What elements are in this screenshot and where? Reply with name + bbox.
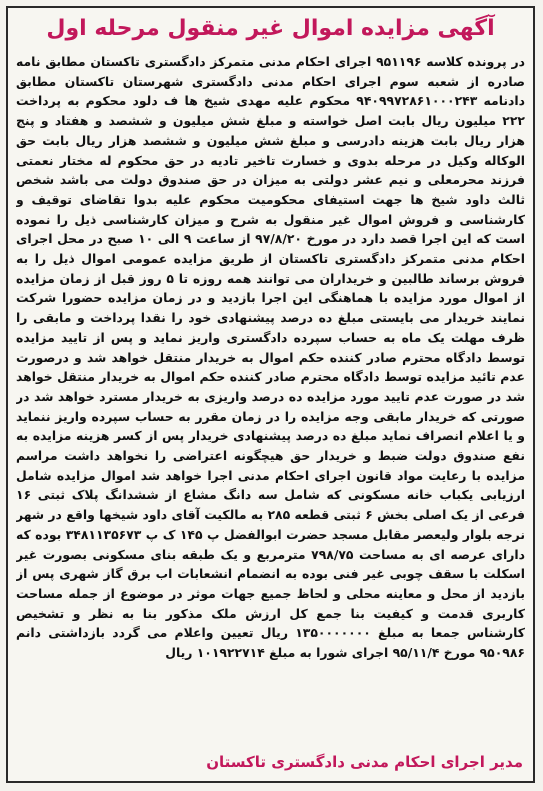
notice-signature: مدیر اجرای احکام مدنی دادگستری تاکستان xyxy=(206,753,523,771)
notice-body: در پرونده کلاسه ۹۵۱۱۹۶ اجرای احکام مدنی متمرکز دادگستری تاکستان مطابق نامه صادره از شعبه سوم اجرای احکام مدنی دادگستری شهرستان تاکستان مطابق دادنامه ۹۴۰۹۹۷۲۸۶۱۰۰۰۲۴۳ محکوم علیه مهدی شیخ ها ف دلود محکوم به پرداخت ۲۲۲ میلیون ریال بابت اصل خواسته و مبلغ شش میلیون و ششصد و هفتاد و پنج هزار ریال بابت هزینه دادرسی و مبلغ شش میلیون و ششصد هزار ریال بابت حق الوکاله وکیل در مرحله بدوی و خسارت تاخیر تادیه در حق محکوم له مختار نعمتی فرزند محرمعلی و نیم عشر دولتی به میزان در حق صندوق دولت می باشد شخص ثالث داود شیخ ها جهت استیفای محکومیت محکوم علیه بدوا تقاضای توقیف و کارشناسی و فروش اموال غیر منقول به شرح و میزان کارشناسی ذیل را نموده است که این اجرا قصد دارد در مورخ ۹۷/۸/۲۰ از ساعت ۹ الی ۱۰ صبح در محل اجرای احکام مدنی متمرکز دادگستری تاکستان از طریق مزایده عمومی اموال ذیل را به فروش برساند طالبین و خریداران می توانند همه روزه تا ۵ روز قبل از زمان مزایده از اموال مورد مزایده با هماهنگی این اجرا بازدید و در زمان مزایده حضورا شرکت نمایند خریدار می بایستی مبلغ ده درصد پیشنهادی خود را نقدا پرداخت و مابقی را ظرف مهلت یک ماه به حساب سپرده دادگستری واریز نماید و پس از تایید مزایده توسط دادگاه محترم صادر کننده حکم اموال به خریدار منتقل خواهد شد و درصورت عدم تائید مزایده توسط دادگاه محترم صادر کننده حکم اموال به خریدار منتقل خواهد شد در صورت عدم تایید مورد مزایده ده درصد واریزی به خریدار مسترد خواهد شد در صورتی که خریدار مابقی وجه مزایده را در زمان مقرر به حساب سپرده واریز ننماید و یا اعلام انصراف نماید مبلغ ده درصد پیشنهادی خریدار پس از کسر هزینه مزایده به نفع صندوق دولت ضبط و خریدار حق هیچگونه اعتراضی را نخواهد داشت مراسم مزایده با رعایت مواد قانون اجرای احکام مدنی اجرا خواهد شد اموال مزایده شامل ارزیابی یکباب خانه مسکونی که شامل سه دانگ مشاع از ششدانگ پلاک ثبتی ۱۶ فرعی از یک اصلی بخش ۶ ثبتی قطعه ۲۸۵ به مالکیت آقای داود شیخها واقع در شهر نرجه بلوار ولیعصر مقابل مسجد حضرت ابوالفضل پ ۱۴۵ ک پ ۳۴۸۱۱۳۵۶۷۳ بوده که دارای عرصه ای به مساحت ۷۹۸/۷۵ مترمربع و یک طبقه بنای مسکونی بصورت غیر اسکلت با سقف چوبی غیر فنی بوده به انضمام انشعابات اب برق گاز شهری پس از بازدید از محل و معاینه محلی و لحاظ جمیع جهات موثر در موضوع از جمله مساحت کاربری قدمت و کیفیت بنا جمع کل ارزش ملک مذکور بنا به نظر و تشخیص کارشناس جمعا به مبلغ ۱۳۵۰۰۰۰۰۰۰ ریال تعیین واعلام می گردد بازداشتی دانم ۹۵۰۹۸۶ مورخ ۹۵/۱۱/۴ اجرای شورا به مبلغ ۱۰۱۹۲۲۷۱۴ ریال xyxy=(16,54,525,661)
notice-frame xyxy=(6,6,535,783)
notice-title: آگهی مزایده اموال غیر منقول مرحله اول xyxy=(46,16,495,41)
